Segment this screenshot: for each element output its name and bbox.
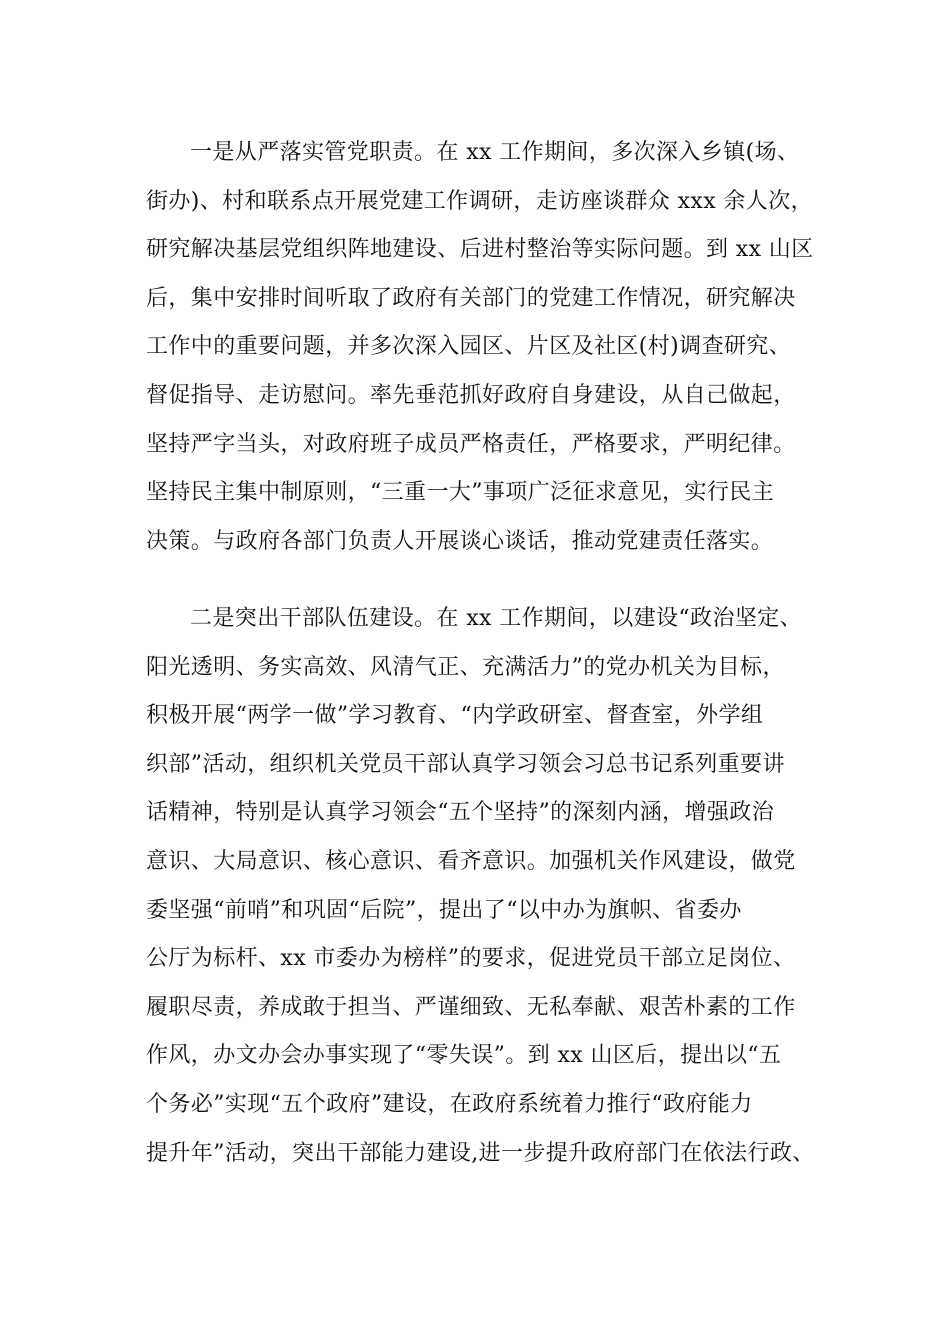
paragraph-line: 话精神，特别是认真学习领会“五个坚持”的深刻内涵，增强政治	[146, 800, 775, 826]
paragraph-line: 履职尽责，养成敢于担当、严谨细致、无私奉献、艰苦朴素的工作	[146, 994, 796, 1020]
paragraph-line: 决策。与政府各部门负责人开展谈心谈话，推动党建责任落实。	[146, 528, 774, 554]
paragraph-line: 研究解决基层党组织阵地建设、后进村整治等实际问题。到 xx 山区	[146, 237, 814, 263]
paragraph-line: 意识、大局意识、核心意识、看齐意识。加强机关作风建设，做党	[146, 848, 796, 874]
paragraph-line: 织部”活动，组织机关党员干部认真学习领会习总书记系列重要讲	[146, 751, 785, 777]
paragraph-line: 个务必”实现“五个政府”建设，在政府系统着力推行“政府能力	[146, 1091, 753, 1117]
paragraph-line: 阳光透明、务实高效、风清气正、充满活力”的党办机关为目标，	[146, 654, 785, 680]
paragraph-line: 委坚强“前哨”和巩固“后院”，提出了“以中办为旗帜、省委办	[146, 897, 742, 923]
paragraph-line: 工作中的重要问题，并多次深入园区、片区及社区(村)调查研究、	[146, 334, 792, 360]
paragraph-line: 二是突出干部队伍建设。在 xx 工作期间，以建设“政治坚定、	[190, 606, 803, 631]
paragraph-line: 提升年”活动，突出干部能力建设,进一步提升政府部门在依法行政、	[146, 1140, 815, 1166]
paragraph-line: 坚持民主集中制原则，“三重一大”事项广泛征求意见，实行民主	[146, 480, 775, 506]
paragraph-line: 坚持严字当头，对政府班子成员严格责任，严格要求，严明纪律。	[146, 431, 796, 457]
paragraph-line: 后，集中安排时间听取了政府有关部门的党建工作情况，研究解决	[146, 285, 796, 311]
paragraph-2	[146, 595, 826, 1178]
paragraph-line: 一是从严落实管党职责。在 xx 工作期间，多次深入乡镇(场、	[190, 140, 800, 165]
paragraph-line: 作风，办文办会办事实现了“零失误”。到 xx 山区后，提出以“五	[146, 1043, 782, 1069]
paragraph-line: 公厅为标杆、xx 市委办为榜样”的要求，促进党员干部立足岗位、	[146, 946, 796, 972]
paragraph-line: 积极开展“两学一做”学习教育、“内学政研室、督查室，外学组	[146, 703, 764, 729]
paragraph-line: 街办)、村和联系点开展党建工作调研，走访座谈群众 xxx 余人次，	[146, 188, 813, 214]
paragraph-1	[146, 129, 826, 566]
paragraph-line: 督促指导、走访慰问。率先垂范抓好政府自身建设，从自己做起，	[146, 382, 796, 408]
